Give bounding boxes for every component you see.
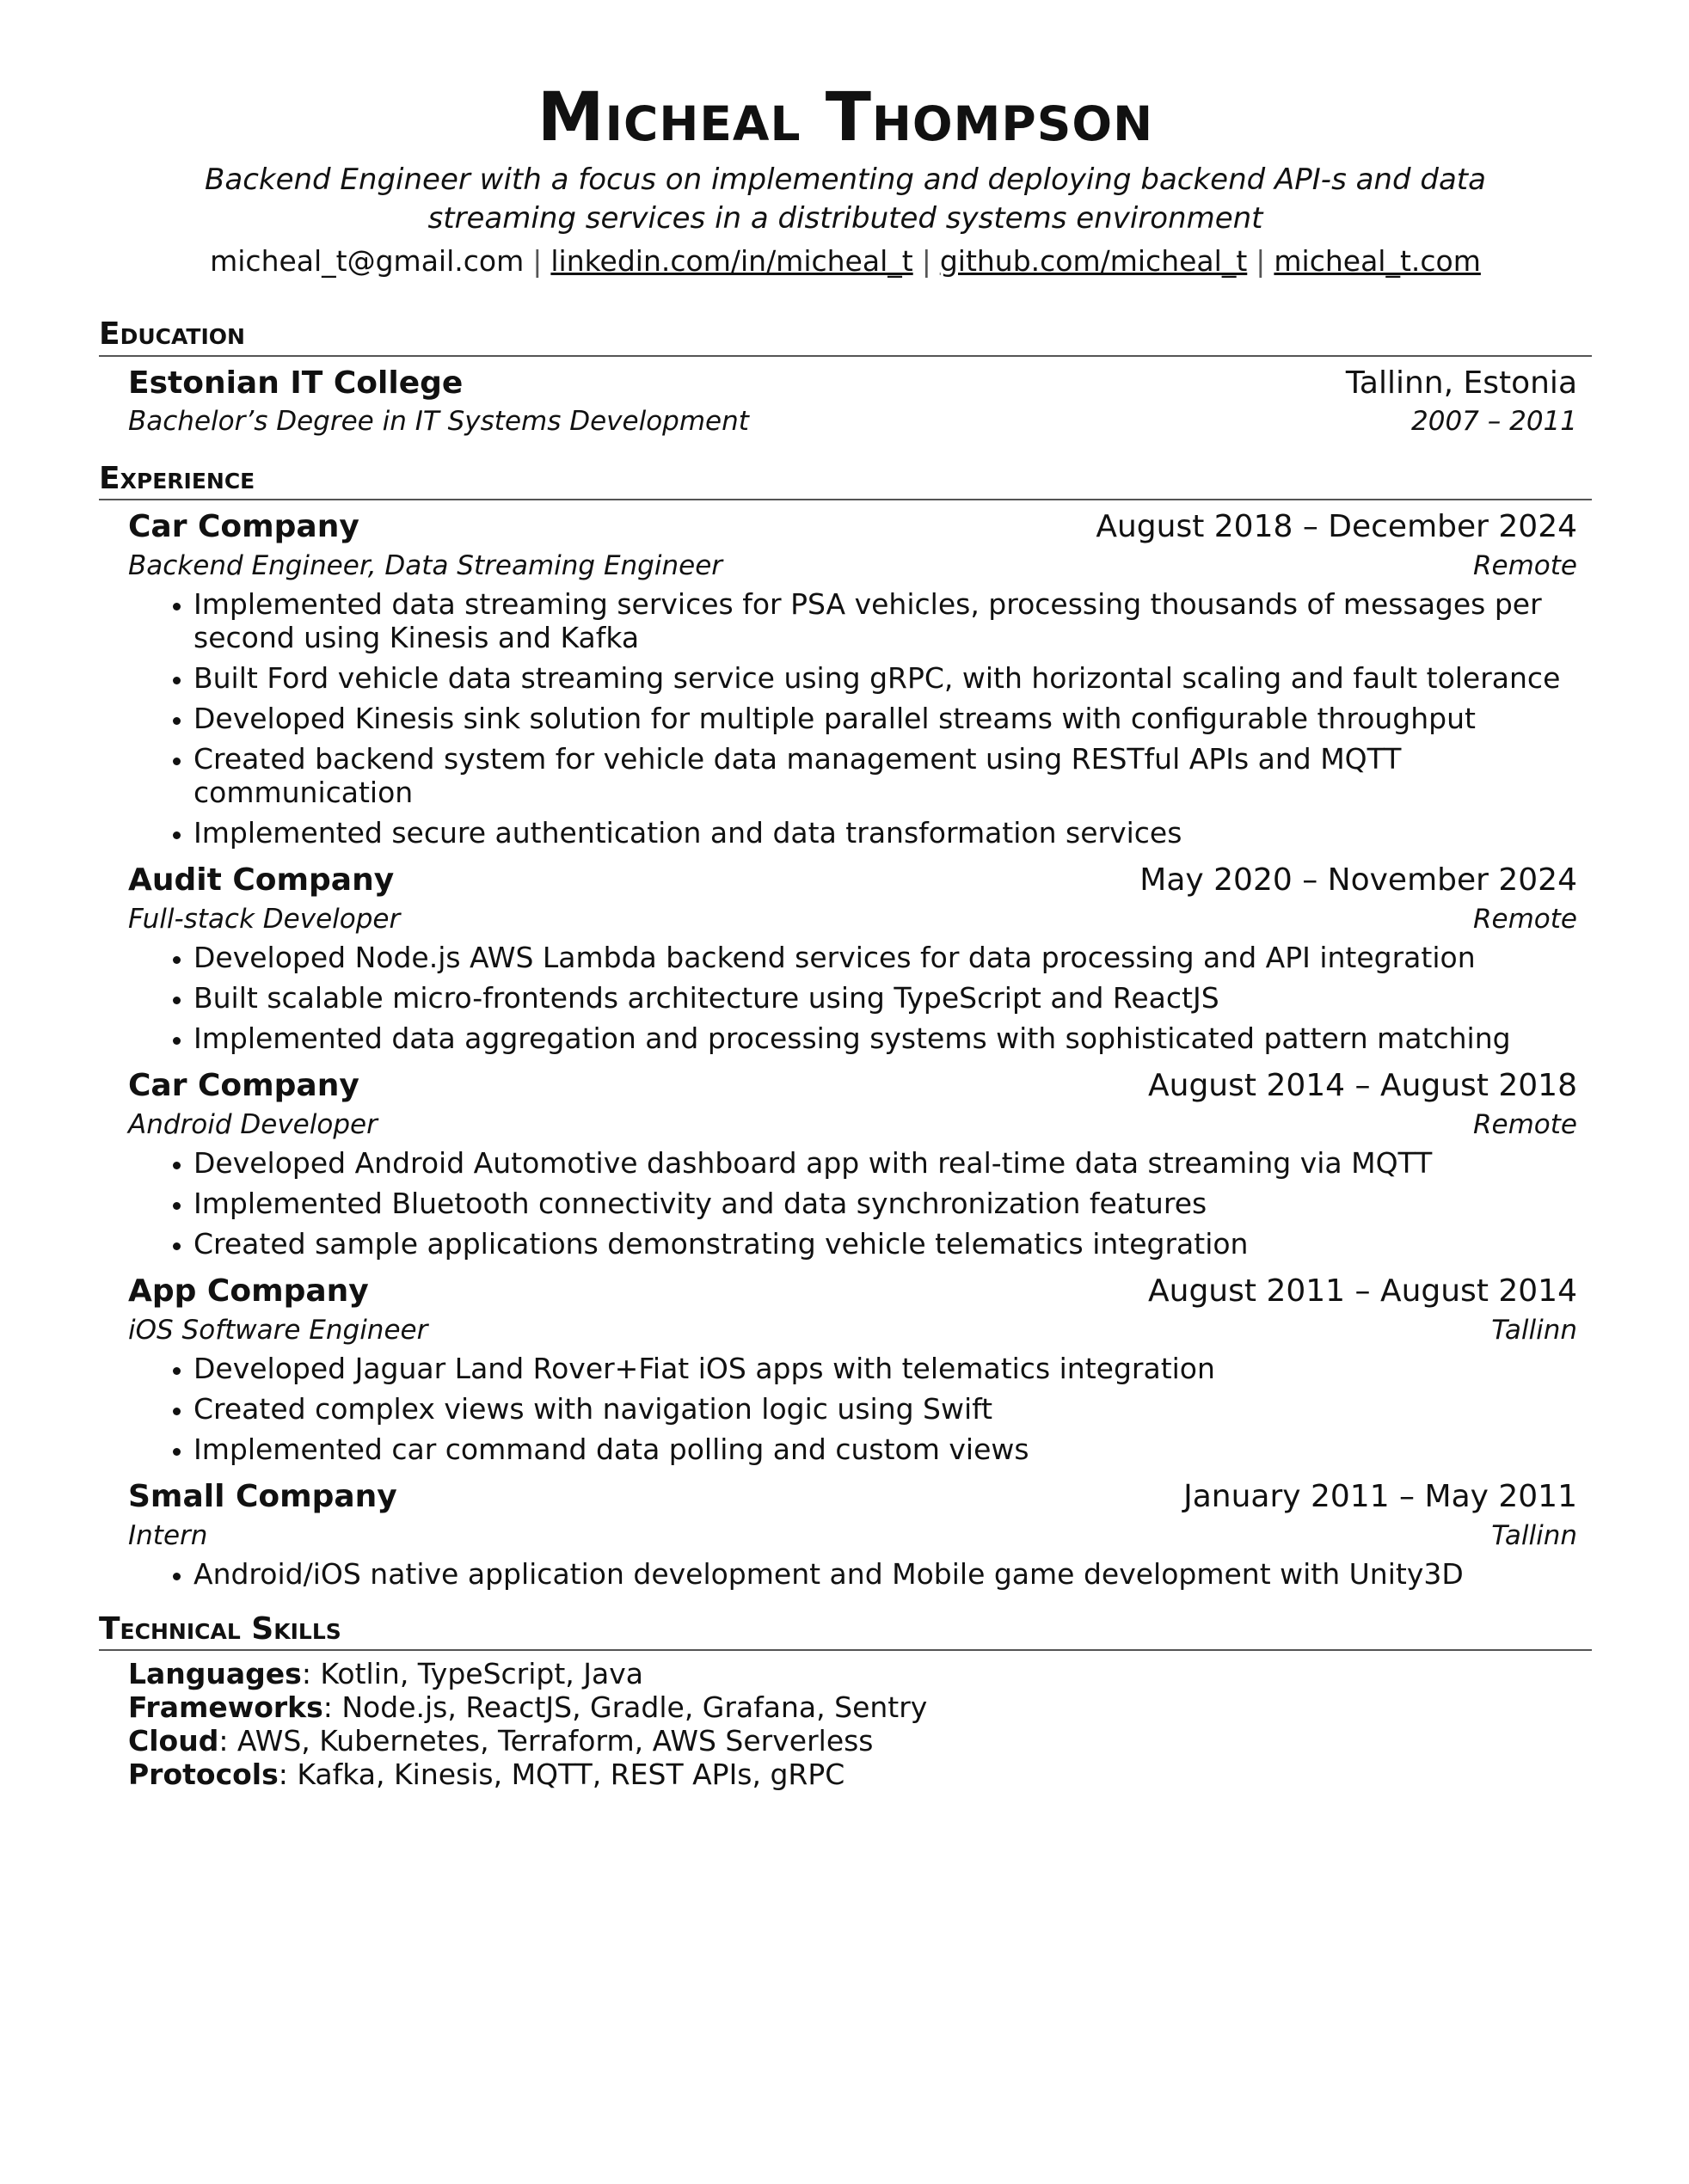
company-name: App Company <box>128 1273 369 1309</box>
job-dates: August 2011 – August 2014 <box>1148 1273 1577 1309</box>
job-entry <box>99 1066 1592 1261</box>
job-bullet: Developed Node.js AWS Lambda backend services for data processing and API integration <box>164 942 1592 975</box>
job-entry <box>99 861 1592 1056</box>
job-bullet: Built Ford vehicle data streaming service using gRPC, with horizontal scaling and fault tolerance <box>164 662 1592 696</box>
job-bullet: Created complex views with navigation logic using Swift <box>164 1393 1592 1426</box>
job-bullets <box>128 1147 1592 1261</box>
job-bullet: Implemented Bluetooth connectivity and data synchronization features <box>164 1187 1592 1221</box>
skills-section <box>99 1610 1592 1792</box>
candidate-name: Micheal Thompson <box>537 79 1154 156</box>
job-entry <box>99 1477 1592 1592</box>
skill-value: : Kotlin, TypeScript, Java <box>301 1657 643 1691</box>
job-bullet: Developed Jaguar Land Rover+Fiat iOS apps with telematics integration <box>164 1353 1592 1386</box>
skill-line <box>128 1725 1592 1758</box>
company-name: Small Company <box>128 1478 397 1514</box>
education-heading: Education <box>99 316 1592 356</box>
skill-label: Protocols <box>128 1757 279 1791</box>
job-bullets <box>128 588 1592 850</box>
job-bullet: Built scalable micro-frontends architecture using TypeScript and ReactJS <box>164 982 1592 1015</box>
candidate-tagline: Backend Engineer with a focus on implementing and deploying backend API-s and data streaming services in a distributed systems environment <box>205 162 1486 236</box>
github-link[interactable]: github.com/micheal_t <box>939 243 1248 278</box>
skill-value: : Node.js, ReactJS, Gradle, Grafana, Sentry <box>322 1690 928 1724</box>
skill-line <box>128 1658 1592 1691</box>
resume-header <box>99 79 1592 279</box>
degree-name: Bachelor’s Degree in IT Systems Development <box>128 406 749 438</box>
job-bullet: Implemented secure authentication and data transformation services <box>164 817 1592 850</box>
skill-value: : AWS, Kubernetes, Terraform, AWS Serverless <box>218 1723 874 1758</box>
school-name: Estonian IT College <box>128 365 464 401</box>
company-name: Car Company <box>128 509 359 544</box>
job-bullets <box>128 1353 1592 1467</box>
skill-label: Cloud <box>128 1723 219 1758</box>
education-dates: 2007 – 2011 <box>1411 406 1577 438</box>
skill-label: Frameworks <box>128 1690 323 1724</box>
job-location: Tallinn <box>1491 1314 1577 1346</box>
contact-line <box>99 243 1592 280</box>
skills-heading: Technical Skills <box>99 1610 1592 1651</box>
job-dates: August 2014 – August 2018 <box>1148 1067 1577 1103</box>
contact-separator: | <box>921 243 931 278</box>
job-role: Android Developer <box>128 1108 378 1140</box>
company-name: Audit Company <box>128 862 395 898</box>
job-bullet: Created backend system for vehicle data management using RESTful APIs and MQTT communication <box>164 743 1592 810</box>
skill-line <box>128 1758 1592 1792</box>
job-bullet: Implemented data streaming services for PSA vehicles, processing thousands of messages per second using Kinesis and Kafka <box>164 588 1592 655</box>
job-bullets <box>128 942 1592 1056</box>
experience-heading: Experience <box>99 460 1592 500</box>
job-role: iOS Software Engineer <box>128 1314 428 1346</box>
contact-separator: | <box>1256 243 1266 278</box>
job-location: Tallinn <box>1491 1519 1577 1551</box>
website-link[interactable]: micheal_t.com <box>1274 243 1481 278</box>
job-role: Backend Engineer, Data Streaming Engineer <box>128 549 723 581</box>
email-text: micheal_t@gmail.com <box>210 243 525 278</box>
job-role: Full-stack Developer <box>128 903 401 935</box>
school-location: Tallinn, Estonia <box>1345 365 1577 401</box>
job-bullet: Developed Kinesis sink solution for multiple parallel streams with configurable throughput <box>164 702 1592 736</box>
company-name: Car Company <box>128 1067 359 1103</box>
job-bullet: Android/iOS native application development and Mobile game development with Unity3D <box>164 1558 1592 1592</box>
skills-list <box>99 1658 1592 1792</box>
linkedin-link[interactable]: linkedin.com/in/micheal_t <box>550 243 913 278</box>
job-bullet: Created sample applications demonstrating vehicle telematics integration <box>164 1228 1592 1261</box>
job-entry <box>99 507 1592 850</box>
job-location: Remote <box>1472 549 1577 581</box>
job-bullet: Implemented data aggregation and processing systems with sophisticated pattern matching <box>164 1022 1592 1056</box>
job-location: Remote <box>1472 903 1577 935</box>
job-entry <box>99 1272 1592 1467</box>
education-entry <box>99 364 1592 441</box>
contact-separator: | <box>532 243 543 278</box>
skill-line <box>128 1691 1592 1725</box>
job-role: Intern <box>128 1519 208 1551</box>
skill-label: Languages <box>128 1657 302 1691</box>
education-section <box>99 316 1592 440</box>
job-location: Remote <box>1472 1108 1577 1140</box>
job-bullets <box>128 1558 1592 1592</box>
skill-value: : Kafka, Kinesis, MQTT, REST APIs, gRPC <box>278 1757 845 1791</box>
job-dates: August 2018 – December 2024 <box>1096 509 1577 544</box>
job-bullet: Developed Android Automotive dashboard app with real-time data streaming via MQTT <box>164 1147 1592 1181</box>
experience-section <box>99 460 1592 1592</box>
job-bullet: Implemented car command data polling and custom views <box>164 1433 1592 1467</box>
job-dates: May 2020 – November 2024 <box>1139 862 1577 898</box>
job-dates: January 2011 – May 2011 <box>1183 1478 1577 1514</box>
